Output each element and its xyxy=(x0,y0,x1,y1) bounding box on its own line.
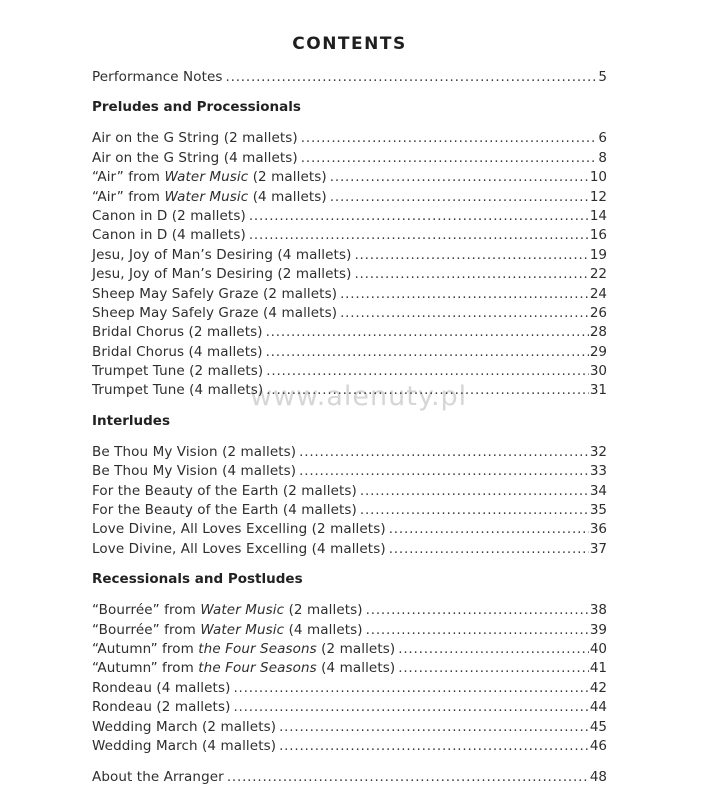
toc-entry xyxy=(92,323,607,342)
section-heading: Preludes and Processionals xyxy=(92,99,301,116)
toc-entry-title: “Bourrée” from Water Music (4 mallets) xyxy=(92,621,363,638)
dot-leader xyxy=(227,768,589,787)
toc-entry-title: Love Divine, All Loves Excelling (4 mallets) xyxy=(92,540,386,557)
toc-entry xyxy=(92,362,607,381)
toc-entry-page: 10 xyxy=(589,169,607,186)
toc-entry xyxy=(92,188,607,207)
toc-entry-title: Sheep May Safely Graze (2 mallets) xyxy=(92,285,338,302)
toc-entry-page: 28 xyxy=(589,324,607,341)
toc-entry-page: 26 xyxy=(589,304,607,321)
toc-entry-page: 37 xyxy=(589,540,607,557)
toc-entry xyxy=(92,501,607,520)
toc-entry-title: Be Thou My Vision (2 mallets) xyxy=(92,443,297,460)
toc-entry-page: 14 xyxy=(589,207,607,224)
toc-entry xyxy=(92,343,607,362)
dot-leader xyxy=(360,501,589,520)
toc-entry-title: “Autumn” from the Four Seasons (2 mallets) xyxy=(92,640,396,657)
toc-entry-title: “Air” from Water Music (2 mallets) xyxy=(92,169,327,186)
dot-leader xyxy=(389,520,589,539)
toc-entry xyxy=(92,285,607,304)
toc-entry-title: Rondeau (2 mallets) xyxy=(92,699,231,716)
toc-entry xyxy=(92,621,607,640)
toc-entry xyxy=(92,226,607,245)
toc-entry xyxy=(92,679,607,698)
toc-entry-title: Canon in D (2 mallets) xyxy=(92,207,246,224)
dot-leader xyxy=(340,304,589,323)
toc-entry xyxy=(92,718,607,737)
toc-entry-title: Wedding March (4 mallets) xyxy=(92,737,277,754)
toc-entry-title: About the Arranger xyxy=(92,769,224,786)
toc-entry-title: Sheep May Safely Graze (4 mallets) xyxy=(92,304,338,321)
toc-entry-title: “Bourrée” from Water Music (2 mallets) xyxy=(92,602,363,619)
toc-entry-title: Bridal Chorus (4 mallets) xyxy=(92,343,263,360)
toc-entry xyxy=(92,462,607,481)
toc-entry xyxy=(92,520,607,539)
dot-leader xyxy=(366,601,589,620)
toc-entry-page: 6 xyxy=(598,130,607,147)
toc-entry-title: Rondeau (4 mallets) xyxy=(92,679,231,696)
toc-section xyxy=(92,768,607,787)
toc-entry xyxy=(92,768,607,787)
toc-entry-page: 22 xyxy=(589,266,607,283)
dot-leader xyxy=(398,640,589,659)
toc-section xyxy=(92,99,607,400)
toc-entry-page: 44 xyxy=(589,699,607,716)
toc-entry xyxy=(92,737,607,756)
dot-leader xyxy=(398,659,589,678)
toc-entry xyxy=(92,129,607,148)
toc-entry-title: “Autumn” from the Four Seasons (4 mallets) xyxy=(92,660,396,677)
toc-entry-title: Be Thou My Vision (4 mallets) xyxy=(92,463,297,480)
dot-leader xyxy=(330,168,589,187)
toc-entry-title: “Air” from Water Music (4 mallets) xyxy=(92,188,327,205)
dot-leader xyxy=(249,207,589,226)
toc-entry-page: 39 xyxy=(589,621,607,638)
toc xyxy=(92,68,607,788)
toc-entry-page: 12 xyxy=(589,188,607,205)
section-heading: Recessionals and Postludes xyxy=(92,571,303,588)
toc-entry-page: 40 xyxy=(589,640,607,657)
toc-entry xyxy=(92,149,607,168)
dot-leader xyxy=(279,737,589,756)
toc-section xyxy=(92,571,607,756)
toc-entry-page: 24 xyxy=(589,285,607,302)
toc-entry xyxy=(92,265,607,284)
toc-entry-page: 5 xyxy=(598,69,607,85)
dot-leader xyxy=(366,621,589,640)
dot-leader xyxy=(301,149,598,168)
toc-entry-page: 36 xyxy=(589,521,607,538)
toc-entry-page: 41 xyxy=(589,660,607,677)
toc-entry xyxy=(92,207,607,226)
toc-entry-title: Bridal Chorus (2 mallets) xyxy=(92,324,263,341)
dot-leader xyxy=(233,698,588,717)
dot-leader xyxy=(266,343,589,362)
toc-entry xyxy=(92,698,607,717)
toc-entry xyxy=(92,601,607,620)
dot-leader xyxy=(354,265,588,284)
toc-entry-title: Love Divine, All Loves Excelling (2 mallets) xyxy=(92,521,386,538)
toc-section xyxy=(92,68,607,87)
dot-leader xyxy=(233,679,588,698)
toc-entry xyxy=(92,640,607,659)
toc-entry-title: Canon in D (4 mallets) xyxy=(92,227,246,244)
dot-leader xyxy=(279,718,589,737)
toc-entry-page: 45 xyxy=(589,718,607,735)
toc-entry-page: 8 xyxy=(598,149,607,166)
toc-entry xyxy=(92,540,607,559)
toc-entry-page: 35 xyxy=(589,502,607,519)
dot-leader xyxy=(340,285,589,304)
toc-entry-title: Air on the G String (2 mallets) xyxy=(92,130,298,147)
toc-entry-title: For the Beauty of the Earth (4 mallets) xyxy=(92,502,357,519)
toc-entry-title: Trumpet Tune (4 mallets) xyxy=(92,382,264,399)
toc-entry-page: 42 xyxy=(589,679,607,696)
toc-entry xyxy=(92,304,607,323)
toc-entry xyxy=(92,443,607,462)
dot-leader xyxy=(266,381,589,400)
dot-leader xyxy=(299,443,589,462)
toc-entry-page: 33 xyxy=(589,463,607,480)
section-heading: Interludes xyxy=(92,412,170,429)
dot-leader xyxy=(301,129,598,148)
toc-entry xyxy=(92,68,607,87)
toc-entry-title: For the Beauty of the Earth (2 mallets) xyxy=(92,482,357,499)
toc-entry-page: 32 xyxy=(589,443,607,460)
toc-entry xyxy=(92,659,607,678)
toc-entry-title: Air on the G String (4 mallets) xyxy=(92,149,298,166)
toc-entry xyxy=(92,246,607,265)
dot-leader xyxy=(266,323,589,342)
toc-entry-title: Trumpet Tune (2 mallets) xyxy=(92,363,264,380)
toc-section xyxy=(92,413,607,559)
dot-leader xyxy=(360,482,589,501)
toc-entry-title: Wedding March (2 mallets) xyxy=(92,718,277,735)
toc-entry xyxy=(92,168,607,187)
dot-leader xyxy=(226,68,598,87)
toc-entry xyxy=(92,482,607,501)
page-title: CONTENTS xyxy=(292,34,407,54)
dot-leader xyxy=(299,462,589,481)
toc-entry-page: 16 xyxy=(589,227,607,244)
toc-entry-page: 31 xyxy=(589,382,607,399)
dot-leader xyxy=(266,362,589,381)
toc-entry-page: 29 xyxy=(589,343,607,360)
dot-leader xyxy=(389,540,589,559)
dot-leader xyxy=(249,226,589,245)
toc-entry-page: 48 xyxy=(589,769,607,786)
toc-entry-page: 38 xyxy=(589,602,607,619)
toc-entry-page: 19 xyxy=(589,246,607,263)
toc-entry-page: 46 xyxy=(589,737,607,754)
toc-entry-title: Performance Notes xyxy=(92,69,223,85)
toc-entry-title: Jesu, Joy of Man’s Desiring (2 mallets) xyxy=(92,266,352,283)
toc-entry-page: 30 xyxy=(589,363,607,380)
toc-entry xyxy=(92,381,607,400)
toc-entry-page: 34 xyxy=(589,482,607,499)
dot-leader xyxy=(354,246,588,265)
toc-entry-title: Jesu, Joy of Man’s Desiring (4 mallets) xyxy=(92,246,352,263)
dot-leader xyxy=(330,188,589,207)
watermark: www.alenuty.pl xyxy=(250,381,468,412)
